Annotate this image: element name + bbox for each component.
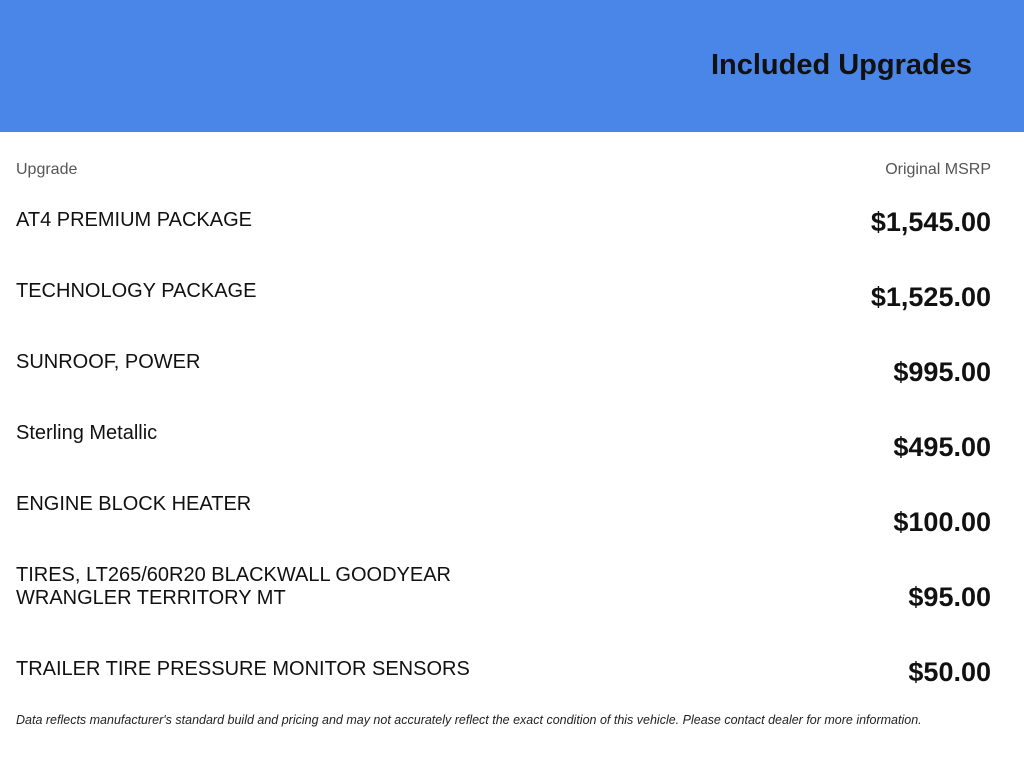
upgrade-price: $1,545.00 [870,207,991,237]
column-header-upgrade: Upgrade [16,161,78,178]
disclaimer-footnote: Data reflects manufacturer's standard build and pricing and may not accurately reflect the exact condition of this vehicle. Please contact dealer for more information. [16,713,922,727]
upgrade-name: Sterling Metallic [16,422,158,444]
upgrade-price: $50.00 [908,657,991,687]
page-title: Included Upgrades [710,49,972,81]
upgrade-price: $95.00 [908,582,991,612]
upgrade-name: TRAILER TIRE PRESSURE MONITOR SENSORS [16,658,470,680]
upgrade-price: $1,525.00 [870,282,991,312]
upgrade-price: $100.00 [893,507,991,537]
upgrade-name: SUNROOF, POWER [16,351,201,373]
upgrade-name: TIRES, LT265/60R20 BLACKWALL GOODYEAR WRANGLER TERRITORY MT [16,564,451,609]
upgrade-name: AT4 PREMIUM PACKAGE [16,209,252,231]
header-banner [0,0,1024,132]
upgrade-name: TECHNOLOGY PACKAGE [16,280,257,302]
column-header-msrp: Original MSRP [885,161,991,178]
upgrade-name: ENGINE BLOCK HEATER [16,493,252,515]
upgrade-price: $495.00 [893,432,991,462]
upgrade-price: $995.00 [893,357,991,387]
